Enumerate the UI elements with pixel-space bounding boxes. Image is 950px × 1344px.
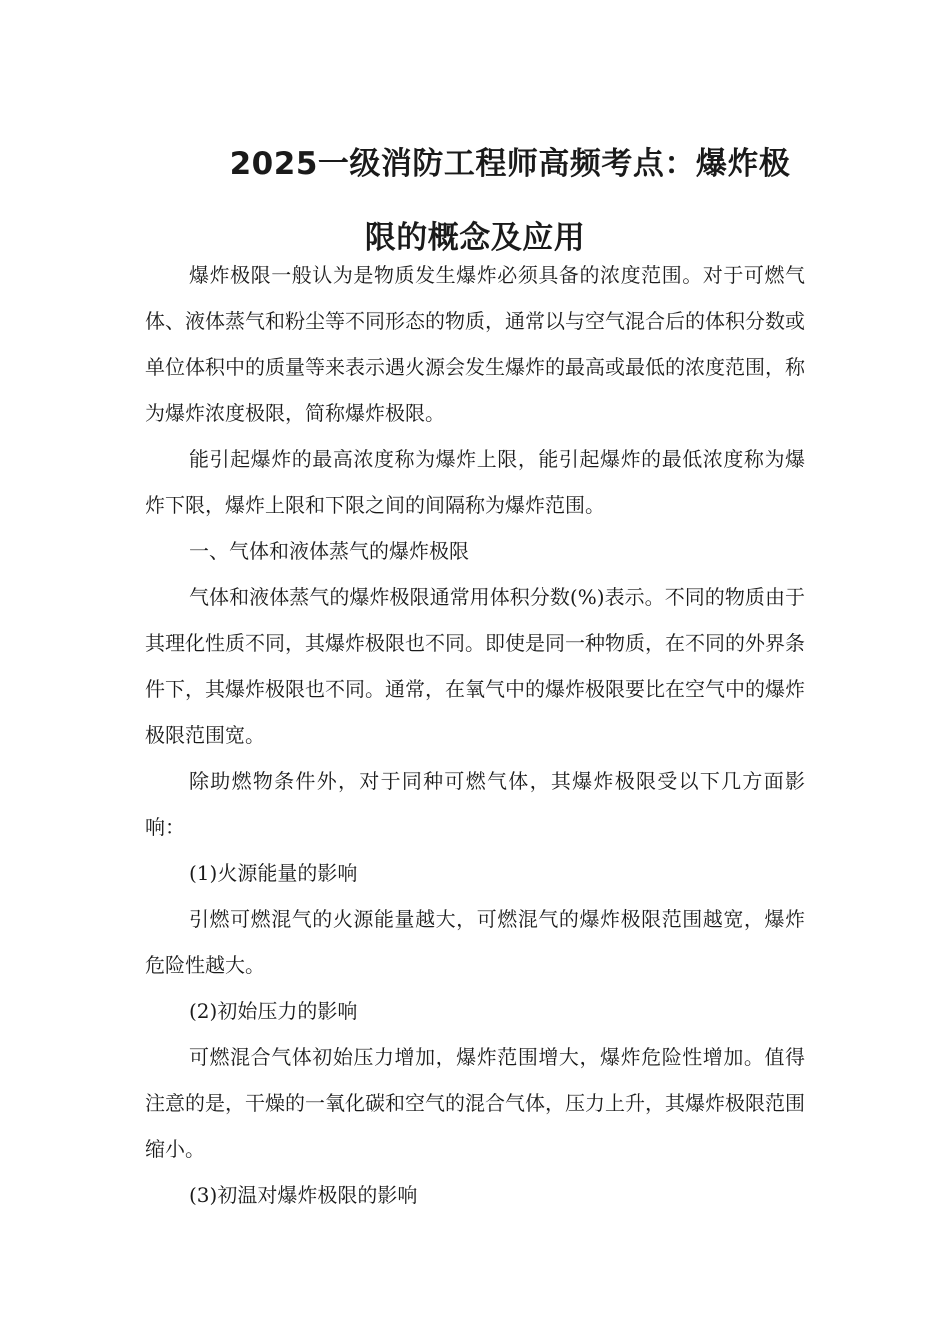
- paragraph-initial-pressure: 可燃混合气体初始压力增加，爆炸范围增大，爆炸危险性增加。值得注意的是，干燥的一氧化碳和空气的混合气体，压力上升，其爆炸极限范围缩小。: [145, 1045, 805, 1161]
- title-line-2: 限的概念及应用: [364, 219, 586, 256]
- paragraph-ignition-energy: 引燃可燃混气的火源能量越大，可燃混气的爆炸极限范围越宽，爆炸危险性越大。: [145, 907, 805, 977]
- subheading-ignition-energy: (1)火源能量的影响: [189, 861, 358, 885]
- title-line-1: 2025一级消防工程师高频考点：爆炸极: [229, 145, 791, 182]
- document-body: [145, 252, 805, 1218]
- paragraph-upper-lower-limit: 能引起爆炸的最高浓度称为爆炸上限，能引起爆炸的最低浓度称为爆炸下限，爆炸上限和下限之间的间隔称为爆炸范围。: [145, 447, 805, 517]
- paragraph-definition: 爆炸极限一般认为是物质发生爆炸必须具备的浓度范围。对于可燃气体、液体蒸气和粉尘等不同形态的物质，通常以与空气混合后的体积分数或单位体积中的质量等来表示遇火源会发生爆炸的最高或最低的浓度范围，称为爆炸浓度极限，简称爆炸极限。: [145, 263, 805, 425]
- paragraph-influencing-factors: 除助燃物条件外，对于同种可燃气体，其爆炸极限受以下几方面影响：: [145, 769, 805, 839]
- section-heading-gas-vapor: 一、气体和液体蒸气的爆炸极限: [189, 539, 469, 563]
- subheading-initial-pressure: (2)初始压力的影响: [189, 999, 358, 1023]
- paragraph-gas-vapor-limits: 气体和液体蒸气的爆炸极限通常用体积分数(%)表示。不同的物质由于其理化性质不同，其爆炸极限也不同。即使是同一种物质，在不同的外界条件下，其爆炸极限也不同。通常，在氧气中的爆炸极限要比在空气中的爆炸极限范围宽。: [145, 585, 805, 747]
- subheading-initial-temperature: (3)初温对爆炸极限的影响: [189, 1183, 418, 1207]
